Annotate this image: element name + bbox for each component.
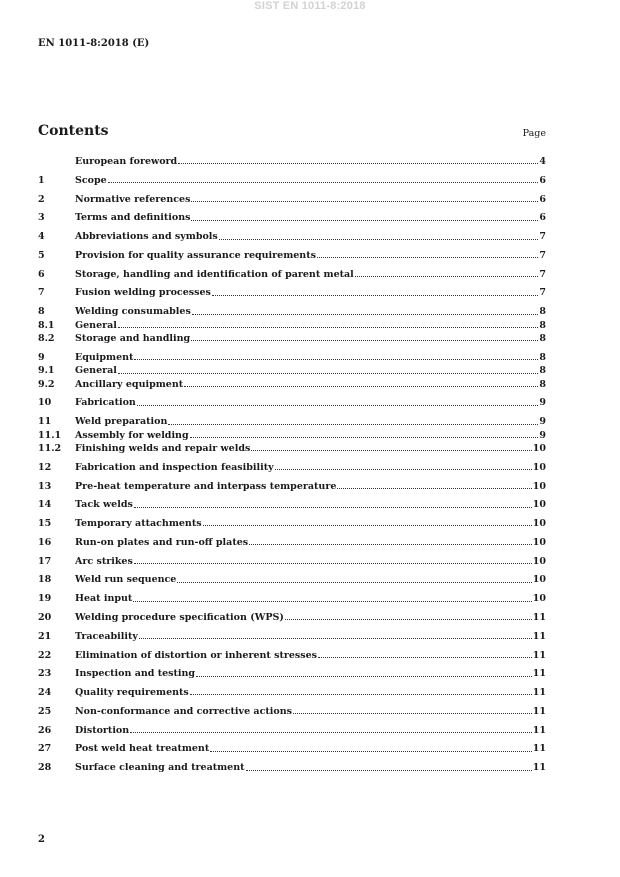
table-of-contents bbox=[38, 155, 546, 780]
toc-entry-title: Storage and handling bbox=[75, 333, 191, 345]
toc-entry[interactable] bbox=[38, 286, 546, 299]
toc-dot-leader bbox=[191, 220, 538, 221]
toc-entry-title: Distortion bbox=[75, 724, 130, 736]
toc-dot-leader bbox=[317, 257, 538, 258]
toc-dot-leader bbox=[118, 327, 538, 328]
toc-entry-number: 28 bbox=[38, 762, 52, 774]
toc-dot-leader bbox=[168, 424, 538, 425]
toc-entry-page: 10 bbox=[532, 480, 546, 492]
toc-entry-title: Provision for quality assurance requirements bbox=[75, 249, 316, 261]
toc-entry-title: Fabrication bbox=[75, 397, 136, 409]
toc-entry[interactable] bbox=[38, 761, 546, 774]
toc-dot-leader bbox=[139, 638, 532, 639]
toc-entry-number: 14 bbox=[38, 499, 52, 511]
toc-entry-page: 11 bbox=[532, 762, 546, 774]
toc-dot-leader bbox=[219, 239, 539, 240]
toc-entry-number: 27 bbox=[38, 743, 52, 755]
toc-group bbox=[38, 249, 546, 262]
toc-entry-title: Terms and definitions bbox=[75, 212, 191, 224]
toc-entry[interactable] bbox=[38, 649, 546, 662]
toc-entry-page: 7 bbox=[539, 249, 546, 261]
toc-entry-number: 11.2 bbox=[38, 442, 62, 454]
toc-entry-page: 8 bbox=[539, 378, 546, 390]
toc-dot-leader bbox=[130, 732, 532, 733]
toc-entry-page: 11 bbox=[532, 705, 546, 717]
toc-group bbox=[38, 705, 546, 718]
toc-entry-title: Fusion welding processes bbox=[75, 287, 211, 299]
toc-dot-leader bbox=[137, 405, 539, 406]
toc-entry[interactable] bbox=[38, 429, 546, 442]
toc-entry[interactable] bbox=[38, 249, 546, 262]
toc-entry-number: 5 bbox=[38, 249, 45, 261]
toc-dot-leader bbox=[203, 525, 532, 526]
toc-entry-number: 25 bbox=[38, 705, 52, 717]
toc-entry[interactable] bbox=[38, 742, 546, 755]
toc-dot-leader bbox=[177, 582, 531, 583]
toc-group bbox=[38, 396, 546, 409]
toc-entry-number: 16 bbox=[38, 536, 52, 548]
toc-dot-leader bbox=[249, 544, 532, 545]
toc-group bbox=[38, 724, 546, 737]
toc-entry[interactable] bbox=[38, 517, 546, 530]
toc-entry-title: Heat input bbox=[75, 593, 133, 605]
toc-entry-title: General bbox=[75, 365, 117, 377]
toc-entry-number: 3 bbox=[38, 212, 45, 224]
toc-entry-title: Elimination of distortion or inherent stresses bbox=[75, 649, 317, 661]
toc-entry-page: 8 bbox=[539, 306, 546, 318]
toc-entry-number: 8 bbox=[38, 306, 45, 318]
toc-entry-page: 10 bbox=[532, 536, 546, 548]
toc-group bbox=[38, 592, 546, 605]
toc-entry-title: Quality requirements bbox=[75, 687, 189, 699]
toc-dot-leader bbox=[285, 619, 532, 620]
toc-group bbox=[38, 415, 546, 455]
toc-dot-leader bbox=[190, 694, 532, 695]
toc-entry-number: 24 bbox=[38, 687, 52, 699]
toc-entry-number: 11 bbox=[38, 416, 52, 428]
toc-entry-number: 8.1 bbox=[38, 319, 55, 331]
toc-entry[interactable] bbox=[38, 442, 546, 455]
toc-group bbox=[38, 611, 546, 624]
toc-dot-leader bbox=[134, 359, 538, 360]
toc-entry-title: Normative references bbox=[75, 193, 191, 205]
toc-entry-page: 11 bbox=[532, 724, 546, 736]
toc-group bbox=[38, 742, 546, 755]
toc-dot-leader bbox=[275, 469, 532, 470]
toc-entry[interactable] bbox=[38, 555, 546, 568]
toc-entry-page: 9 bbox=[539, 397, 546, 409]
toc-entry-page: 11 bbox=[532, 630, 546, 642]
toc-entry-number: 18 bbox=[38, 574, 52, 586]
toc-entry-number: 26 bbox=[38, 724, 52, 736]
toc-entry[interactable] bbox=[38, 211, 546, 224]
toc-group bbox=[38, 555, 546, 568]
toc-entry-page: 8 bbox=[539, 351, 546, 363]
toc-entry-page: 7 bbox=[539, 268, 546, 280]
toc-entry-page: 11 bbox=[532, 743, 546, 755]
toc-dot-leader bbox=[108, 182, 539, 183]
toc-group bbox=[38, 498, 546, 511]
toc-entry[interactable] bbox=[38, 498, 546, 511]
toc-entry[interactable] bbox=[38, 573, 546, 586]
toc-dot-leader bbox=[192, 314, 539, 315]
toc-group bbox=[38, 286, 546, 299]
toc-entry-number: 19 bbox=[38, 593, 52, 605]
toc-entry-page: 10 bbox=[532, 555, 546, 567]
toc-entry-number: 8.2 bbox=[38, 333, 55, 345]
toc-entry-title: Welding consumables bbox=[75, 306, 191, 318]
toc-entry-page: 9 bbox=[539, 429, 546, 441]
toc-entry-title: Non-conformance and corrective actions bbox=[75, 705, 292, 717]
toc-group bbox=[38, 630, 546, 643]
toc-entry-title: Scope bbox=[75, 174, 107, 186]
toc-entry-title: Abbreviations and symbols bbox=[75, 231, 218, 243]
toc-entry-title: Pre-heat temperature and interpass temperature bbox=[75, 480, 337, 492]
toc-dot-leader bbox=[318, 657, 532, 658]
toc-group bbox=[38, 461, 546, 474]
toc-entry-number: 10 bbox=[38, 397, 52, 409]
toc-entry-number: 20 bbox=[38, 611, 52, 623]
toc-entry[interactable] bbox=[38, 268, 546, 281]
toc-entry[interactable] bbox=[38, 364, 546, 377]
toc-entry-page: 8 bbox=[539, 365, 546, 377]
toc-entry-number: 6 bbox=[38, 268, 45, 280]
contents-heading: Contents bbox=[38, 123, 109, 139]
toc-entry[interactable] bbox=[38, 667, 546, 680]
toc-entry[interactable] bbox=[38, 319, 546, 332]
toc-entry-title: Weld preparation bbox=[75, 416, 168, 428]
toc-group bbox=[38, 536, 546, 549]
toc-entry-page: 7 bbox=[539, 231, 546, 243]
toc-entry-number: 12 bbox=[38, 461, 52, 473]
toc-entry[interactable] bbox=[38, 305, 546, 318]
toc-group bbox=[38, 193, 546, 206]
toc-entry[interactable] bbox=[38, 724, 546, 737]
toc-dot-leader bbox=[355, 276, 539, 277]
toc-entry-title: Ancillary equipment bbox=[75, 378, 184, 390]
toc-entry-page: 11 bbox=[532, 668, 546, 680]
toc-entry[interactable] bbox=[38, 611, 546, 624]
toc-dot-leader bbox=[134, 563, 532, 564]
toc-entry[interactable] bbox=[38, 705, 546, 718]
toc-entry[interactable] bbox=[38, 630, 546, 643]
toc-entry-title: Traceability bbox=[75, 630, 138, 642]
toc-entry[interactable] bbox=[38, 155, 546, 168]
toc-entry-title: Fabrication and inspection feasibility bbox=[75, 461, 274, 473]
toc-entry-title: Tack welds bbox=[75, 499, 133, 511]
toc-entry-title: Surface cleaning and treatment bbox=[75, 762, 245, 774]
toc-entry-page: 11 bbox=[532, 687, 546, 699]
toc-entry-number: 15 bbox=[38, 518, 52, 530]
toc-entry-page: 6 bbox=[539, 174, 546, 186]
toc-entry-title: Inspection and testing bbox=[75, 668, 196, 680]
toc-group bbox=[38, 649, 546, 662]
toc-entry-number: 17 bbox=[38, 555, 52, 567]
toc-dot-leader bbox=[191, 201, 538, 202]
toc-entry-page: 10 bbox=[532, 461, 546, 473]
toc-entry-page: 10 bbox=[532, 518, 546, 530]
toc-group bbox=[38, 268, 546, 281]
toc-entry[interactable] bbox=[38, 230, 546, 243]
toc-dot-leader bbox=[212, 295, 539, 296]
toc-dot-leader bbox=[178, 163, 538, 164]
toc-dot-leader bbox=[191, 340, 538, 341]
toc-entry-title: Temporary attachments bbox=[75, 518, 202, 530]
toc-entry[interactable] bbox=[38, 686, 546, 699]
toc-entry-number: 1 bbox=[38, 174, 45, 186]
toc-entry-page: 6 bbox=[539, 212, 546, 224]
toc-dot-leader bbox=[293, 713, 532, 714]
toc-dot-leader bbox=[210, 751, 532, 752]
toc-dot-leader bbox=[251, 450, 531, 451]
toc-entry[interactable] bbox=[38, 174, 546, 187]
toc-entry-number: 9.1 bbox=[38, 365, 55, 377]
toc-entry-page: 11 bbox=[532, 649, 546, 661]
toc-group bbox=[38, 686, 546, 699]
toc-dot-leader bbox=[337, 488, 531, 489]
toc-entry-page: 10 bbox=[532, 593, 546, 605]
toc-entry-number: 11.1 bbox=[38, 429, 62, 441]
toc-entry-number: 4 bbox=[38, 231, 45, 243]
toc-entry-title: European foreword bbox=[75, 156, 178, 167]
toc-group bbox=[38, 230, 546, 243]
toc-entry-title: Finishing welds and repair welds bbox=[75, 442, 251, 454]
toc-dot-leader bbox=[246, 770, 532, 771]
toc-entry-title: Welding procedure specification (WPS) bbox=[75, 611, 284, 623]
toc-dot-leader bbox=[133, 601, 531, 602]
toc-group bbox=[38, 174, 546, 187]
toc-entry-page: 11 bbox=[532, 611, 546, 623]
toc-entry-page: 6 bbox=[539, 193, 546, 205]
toc-entry-title: Arc strikes bbox=[75, 555, 133, 567]
toc-dot-leader bbox=[196, 676, 532, 677]
toc-group bbox=[38, 155, 546, 168]
toc-group bbox=[38, 761, 546, 774]
toc-entry-page: 10 bbox=[532, 574, 546, 586]
toc-dot-leader bbox=[134, 507, 532, 508]
toc-entry[interactable] bbox=[38, 193, 546, 206]
toc-entry-page: 8 bbox=[539, 333, 546, 345]
toc-entry-title: Assembly for welding bbox=[75, 429, 189, 441]
toc-entry[interactable] bbox=[38, 396, 546, 409]
toc-entry-number: 9 bbox=[38, 351, 45, 363]
toc-dot-leader bbox=[118, 373, 538, 374]
toc-entry-page: 9 bbox=[539, 416, 546, 428]
toc-entry-page: 4 bbox=[539, 156, 546, 167]
toc-entry-number: 21 bbox=[38, 630, 52, 642]
toc-group bbox=[38, 305, 546, 345]
watermark: SIST EN 1011-8:2018 bbox=[254, 0, 366, 12]
toc-group bbox=[38, 667, 546, 680]
toc-entry-title: Weld run sequence bbox=[75, 574, 177, 586]
toc-group bbox=[38, 480, 546, 493]
toc-group bbox=[38, 573, 546, 586]
toc-entry[interactable] bbox=[38, 378, 546, 391]
toc-entry-number: 13 bbox=[38, 480, 52, 492]
toc-entry-title: Post weld heat treatment bbox=[75, 743, 210, 755]
toc-entry-title: Run-on plates and run-off plates bbox=[75, 536, 249, 548]
toc-entry-number: 23 bbox=[38, 668, 52, 680]
toc-entry[interactable] bbox=[38, 332, 546, 345]
toc-entry[interactable] bbox=[38, 351, 546, 364]
toc-entry-title: Storage, handling and identification of parent metal bbox=[75, 268, 354, 280]
toc-entry-number: 2 bbox=[38, 193, 45, 205]
toc-entry-page: 8 bbox=[539, 319, 546, 331]
toc-entry-page: 10 bbox=[532, 499, 546, 511]
toc-entry-title: General bbox=[75, 319, 117, 331]
toc-entry[interactable] bbox=[38, 415, 546, 428]
toc-entry-title: Equipment bbox=[75, 351, 134, 363]
toc-entry-number: 7 bbox=[38, 287, 45, 299]
toc-group bbox=[38, 351, 546, 391]
footer-page-number: 2 bbox=[38, 834, 45, 845]
document-id: EN 1011-8:2018 (E) bbox=[38, 38, 150, 49]
toc-entry[interactable] bbox=[38, 480, 546, 493]
toc-entry-page: 10 bbox=[532, 442, 546, 454]
toc-group bbox=[38, 211, 546, 224]
toc-dot-leader bbox=[184, 386, 538, 387]
page-column-label: Page bbox=[522, 128, 546, 139]
toc-entry-number: 22 bbox=[38, 649, 52, 661]
toc-entry-number: 9.2 bbox=[38, 378, 55, 390]
toc-group bbox=[38, 517, 546, 530]
toc-entry[interactable] bbox=[38, 536, 546, 549]
toc-dot-leader bbox=[190, 437, 539, 438]
toc-entry[interactable] bbox=[38, 592, 546, 605]
toc-entry[interactable] bbox=[38, 461, 546, 474]
toc-entry-page: 7 bbox=[539, 287, 546, 299]
